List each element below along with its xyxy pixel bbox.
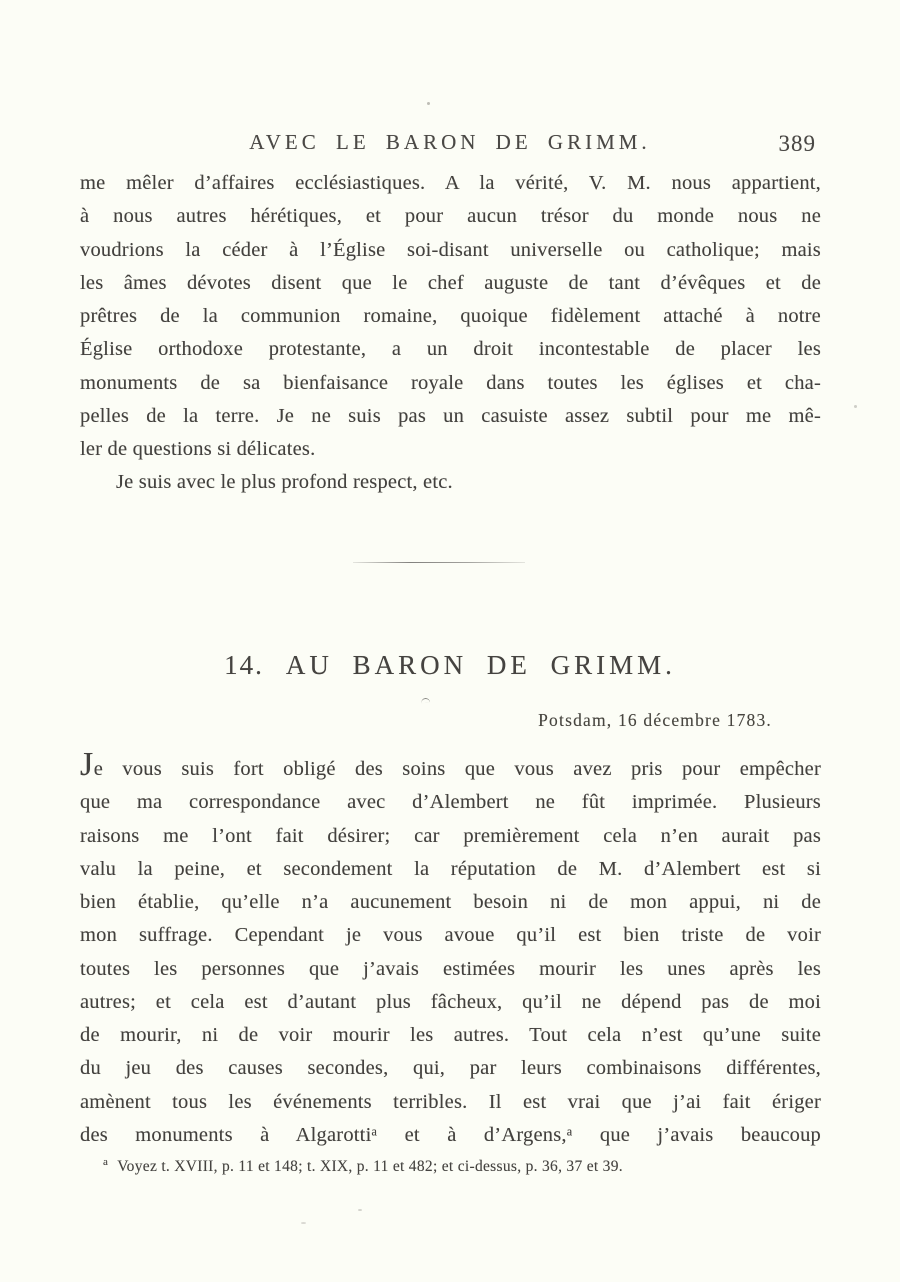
- scan-speck: [358, 1209, 362, 1211]
- letter-title: AU BARON DE GRIMM.: [285, 650, 676, 680]
- previous-letter-paragraph: [80, 167, 821, 500]
- text-line: valu la peine, et secondement la réputation de M. d’Alembert est si: [80, 857, 821, 880]
- text-line: bien établie, qu’elle n’a aucunement besoin ni de mon appui, ni de: [80, 891, 821, 913]
- text-line: de mourir, ni de voir mourir les autres. Tout cela n’est qu’une suite: [80, 1024, 821, 1046]
- footnote-marker: a: [103, 1155, 109, 1168]
- text-line: voudrions la céder à l’Église soi-disant universelle ou catholique; mais: [80, 238, 821, 261]
- section-divider-rule: [353, 562, 525, 563]
- scan-flourish-mark: [421, 698, 430, 704]
- text-line: toutes les personnes que j’avais estimées mourir les unes après les: [80, 957, 821, 980]
- footnote-text: Voyez t. XVIII, p. 11 et 148; t. XIX, p. 11 et 482; et ci-dessus, p. 36, 37 et 39.: [117, 1158, 623, 1175]
- text-line: des monuments à Algarottiᵃ et à d’Argens,ᵃ que j’avais beaucoup: [80, 1123, 821, 1146]
- scan-speck: [301, 1222, 306, 1224]
- scan-speck: [854, 405, 857, 408]
- text-line: prêtres de la communion romaine, quoique fidèlement attaché à notre: [80, 305, 821, 327]
- text-line: amènent tous les événements terribles. Il est vrai que j’ai fait ériger: [80, 1090, 821, 1113]
- letter-body: [80, 746, 821, 1152]
- footnote: [103, 1155, 803, 1176]
- text-line: autres; et cela est d’autant plus fâcheux, qu’il ne dépend pas de moi: [80, 990, 821, 1013]
- text-line: pelles de la terre. Je ne suis pas un casuiste assez subtil pour me mê-: [80, 404, 821, 427]
- text-line-first: [80, 746, 821, 786]
- running-header: [0, 130, 900, 160]
- text-line: à nous autres hérétiques, et pour aucun trésor du monde nous ne: [80, 205, 821, 228]
- running-title: AVEC LE BARON DE GRIMM.: [249, 130, 651, 154]
- text-line: me mêler d’affaires ecclésiastiques. A la vérité, V. M. nous appartient,: [80, 172, 821, 194]
- scan-speck: [427, 102, 430, 105]
- letter-number: 14.: [224, 650, 264, 680]
- drop-cap-initial: J: [80, 746, 94, 783]
- text-line: Église orthodoxe protestante, a un droit incontestable de placer les: [80, 338, 821, 361]
- first-line-text: e vous suis fort obligé des soins que vous avez pris pour empêcher: [93, 758, 821, 780]
- page-number: 389: [778, 131, 816, 156]
- text-line: mon suffrage. Cependant je vous avoue qu’il est bien triste de voir: [80, 924, 821, 947]
- closing-line: Je suis avec le plus profond respect, etc.: [116, 471, 453, 494]
- letter-heading: [0, 650, 900, 681]
- text-line: ler de questions si délicates.: [80, 438, 316, 460]
- text-line: raisons me l’ont fait désirer; car premièrement cela n’en aurait pas: [80, 824, 821, 847]
- text-line: monuments de sa bienfaisance royale dans toutes les églises et cha-: [80, 371, 821, 394]
- text-line: que ma correspondance avec d’Alembert ne fût imprimée. Plusieurs: [80, 791, 821, 814]
- text-line: les âmes dévotes disent que le chef auguste de tant d’évêques et de: [80, 271, 821, 294]
- text-line: du jeu des causes secondes, qui, par leurs combinaisons différentes,: [80, 1057, 821, 1080]
- dateline: Potsdam, 16 décembre 1783.: [538, 710, 772, 730]
